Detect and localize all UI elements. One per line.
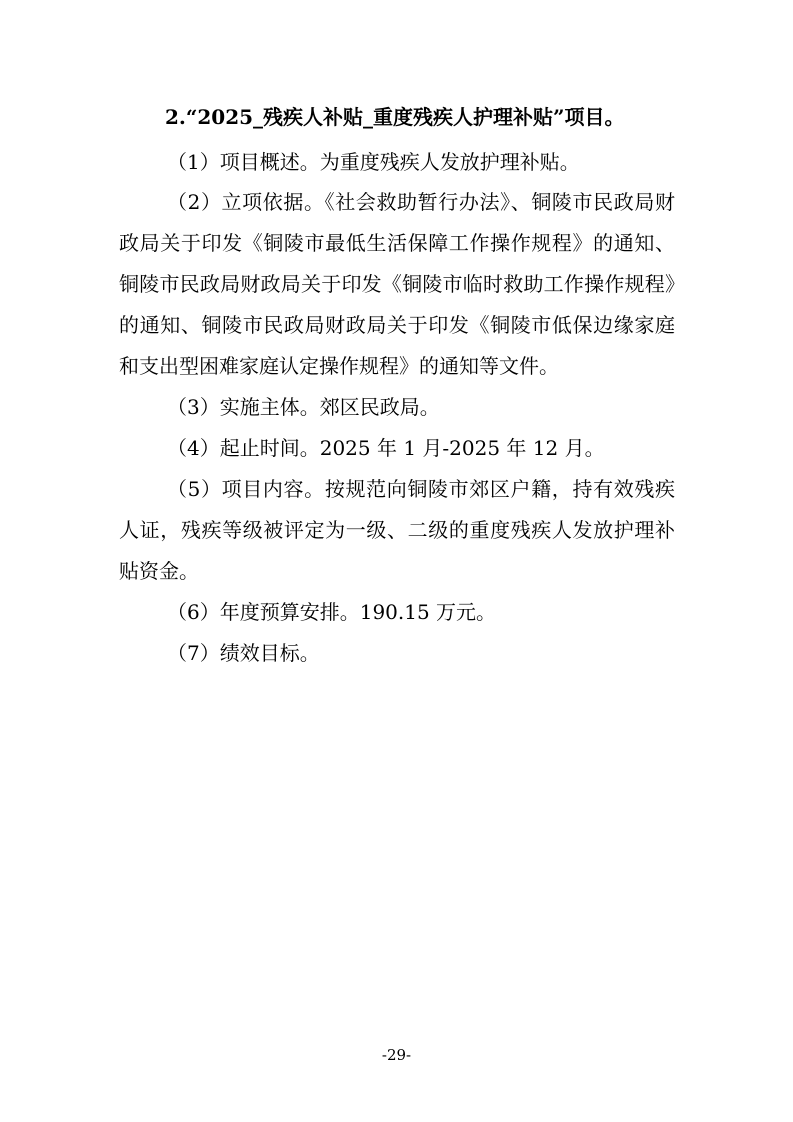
paragraph-content: （5）项目内容。按规范向铜陵市郊区户籍，持有效残疾人证，残疾等级被评定为一级、二级的重度残疾人发放护理补贴资金。 (119, 477, 675, 583)
paragraph-overview: （1）项目概述。为重度残疾人发放护理补贴。 (167, 150, 580, 174)
paragraph-budget: （6）年度预算安排。190.15 万元。 (167, 600, 497, 624)
section-heading: 2.“2025_残疾人补贴_重度残疾人护理补贴”项目。 (165, 105, 625, 129)
paragraph-basis: （2）立项依据。《社会救助暂行办法》、铜陵市民政局财政局关于印发《铜陵市最低生活保障工作操作规程》的通知、铜陵市民政局财政局关于印发《铜陵市临时救助工作操作规程》的通知、铜陵市民政局财政局关于印发《铜陵市低保边缘家庭和支出型困难家庭认定操作规程》的通知等文件。 (119, 190, 675, 378)
paragraph-implementer: （3）实施主体。郊区民政局。 (167, 395, 440, 419)
paragraph-period: （4）起止时间。2025 年 1 月-2025 年 12 月。 (167, 436, 605, 460)
paragraph-targets: （7）绩效目标。 (167, 641, 320, 665)
page-number: -29- (381, 1046, 412, 1064)
